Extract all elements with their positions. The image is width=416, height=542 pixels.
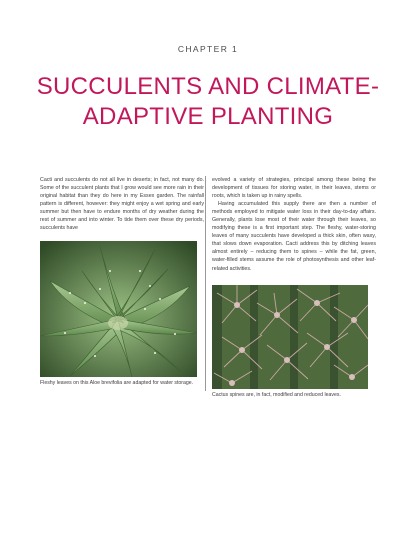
aloe-caption: Fleshy leaves on this Aloe brevifolia are adapted for water storage. bbox=[40, 380, 194, 386]
page-title-line-1: SUCCULENTS AND CLIMATE- bbox=[36, 73, 380, 100]
chapter-label: CHAPTER 1 bbox=[177, 44, 239, 54]
cactus-caption: Cactus spines are, in fact, modified and reduced leaves. bbox=[212, 392, 341, 398]
body-column-right bbox=[212, 176, 376, 273]
body-paragraph: Having accumulated this supply there are then a number of methods employed to mitigate water loss in their day-to-day affairs. Generally, plants lose most of their water through their leaves, so modifying these is a first important step. The fleshy, water-storing leaves of many succulents have developed a thick skin, often waxy, that slows down evaporation. Cacti address this by ditching leaves almost entirely – reducing them to spines – while the fat, green, water-filled stems assume the role of photosynthesis and other leaf-related activities. bbox=[212, 201, 376, 272]
page-title bbox=[30, 72, 386, 132]
body-paragraph: Cacti and succulents do not all live in deserts; in fact, not many do. Some of the succulent plants that I grow would see more rain in their original habitat than they do here in my Essex garden. The rainfall pattern is different, however: they might enjoy a wet spring and early summer but then have to endure months of dry weather during the rest of summer and into winter. To tide them over these dry periods, succulents have bbox=[40, 177, 204, 232]
body-column-left bbox=[40, 176, 204, 232]
page-title-line-2: ADAPTIVE PLANTING bbox=[82, 103, 334, 130]
aloe-photo bbox=[40, 241, 197, 377]
cactus-photo bbox=[212, 285, 368, 389]
body-paragraph: evolved a variety of strategies, principal among these being the development of tissues for storing water, in their leaves, stems or roots, which is taken up in rainy spells. bbox=[212, 177, 376, 200]
column-divider bbox=[205, 176, 206, 391]
